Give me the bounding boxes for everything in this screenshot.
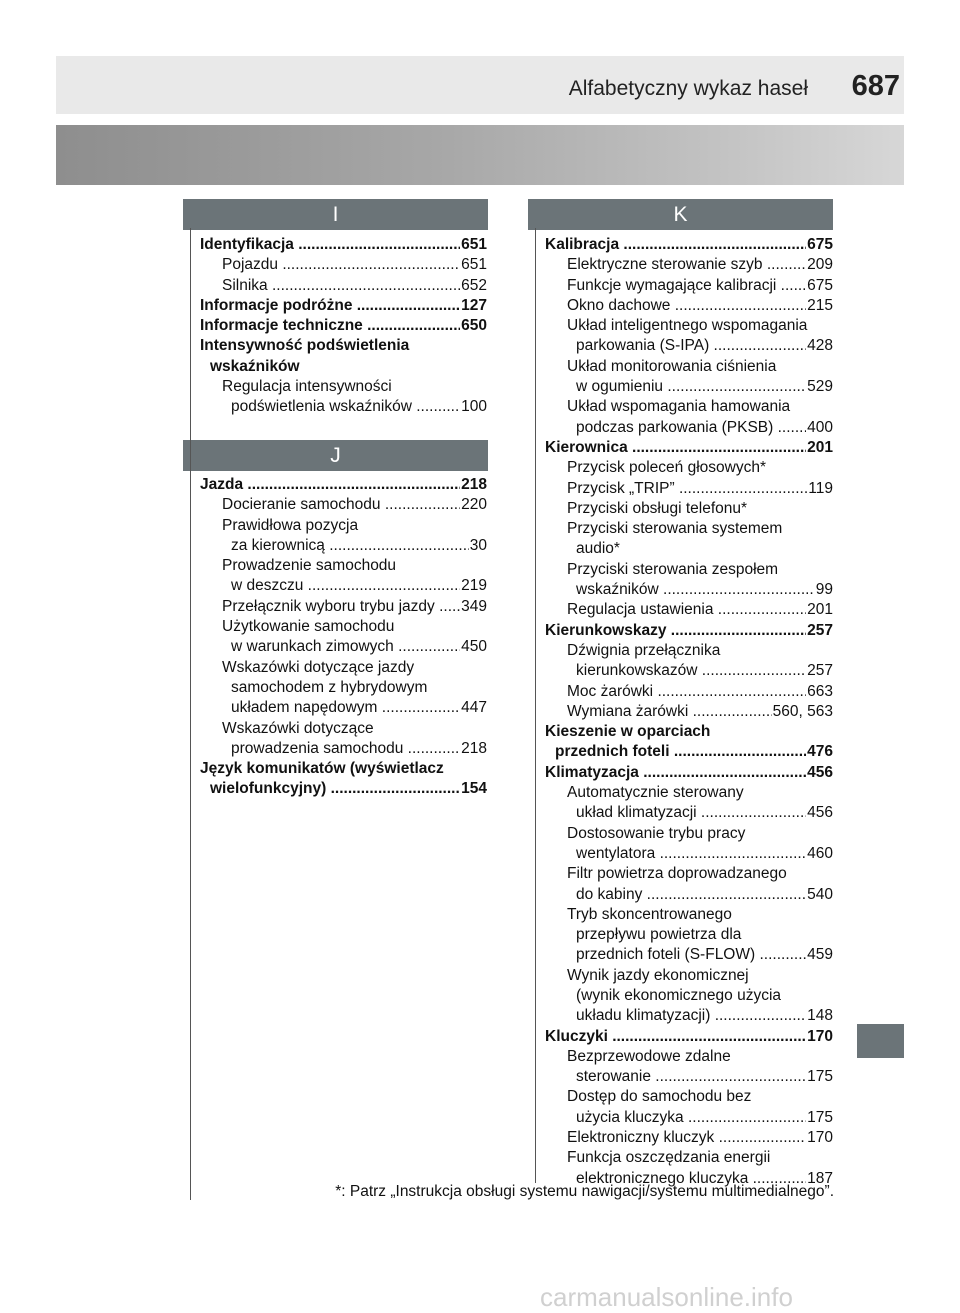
page-ref[interactable]: 456 bbox=[807, 763, 833, 781]
entry-label: Użytkowanie samochodu bbox=[222, 618, 395, 636]
index-subentry bbox=[545, 316, 833, 336]
index-subentry[interactable] bbox=[545, 479, 833, 499]
entry-label: w warunkach zimowych ..... bbox=[231, 637, 460, 657]
entry-label: Przycisk poleceń głosowych* bbox=[567, 459, 767, 477]
column-divider-right bbox=[535, 228, 536, 1183]
index-subentry bbox=[545, 986, 833, 1006]
index-subentry bbox=[200, 556, 487, 576]
page-ref[interactable]: 257 bbox=[807, 662, 833, 680]
index-subentry[interactable] bbox=[545, 885, 833, 905]
page-ref[interactable]: 456 bbox=[807, 804, 833, 822]
chapter-banner bbox=[56, 125, 904, 185]
entry-label: Przyciski obsługi telefonu* bbox=[567, 499, 748, 517]
index-subentry bbox=[545, 499, 833, 519]
index-subentry[interactable] bbox=[545, 844, 833, 864]
index-subentry bbox=[200, 719, 487, 739]
entry-label: użycia kluczyka ..... bbox=[576, 1108, 806, 1128]
index-subentry bbox=[545, 824, 833, 844]
entry-label: za kierownicą ..... bbox=[231, 536, 469, 556]
entry-label: Silnika ..... bbox=[222, 276, 460, 296]
index-subentry bbox=[200, 658, 487, 678]
entry-label: wskaźników ..... bbox=[576, 580, 815, 600]
index-entry bbox=[200, 336, 487, 356]
page-ref[interactable]: 201 bbox=[807, 601, 833, 619]
page-ref[interactable]: 218 bbox=[461, 739, 487, 757]
entry-label: Wynik jazdy ekonomicznej bbox=[567, 966, 749, 984]
entry-label: do kabiny ..... bbox=[576, 885, 806, 905]
index-subentry[interactable] bbox=[200, 495, 487, 515]
index-entry[interactable] bbox=[545, 438, 833, 458]
entry-label: parkowania (S-IPA) ..... bbox=[576, 336, 806, 356]
entry-label: Elektryczne sterowanie szyb ..... bbox=[567, 255, 806, 275]
index-subentry[interactable] bbox=[545, 803, 833, 823]
index-subentry bbox=[200, 617, 487, 637]
index-subentry bbox=[545, 539, 833, 559]
index-subentry[interactable] bbox=[545, 1067, 833, 1087]
page-ref[interactable]: 476 bbox=[807, 743, 833, 761]
index-subentry[interactable] bbox=[200, 536, 487, 556]
index-subentry[interactable] bbox=[545, 1128, 833, 1148]
watermark: carmanualsonline.info bbox=[540, 1282, 793, 1312]
page-ref[interactable]: 100 bbox=[461, 398, 487, 416]
index-subentry bbox=[200, 377, 487, 397]
page-ref[interactable]: 154 bbox=[461, 780, 487, 798]
page-ref[interactable]: 99 bbox=[815, 581, 833, 599]
index-subentry[interactable] bbox=[545, 418, 833, 438]
entry-label: Funkcja oszczędzania energii bbox=[567, 1149, 771, 1167]
page-ref[interactable]: 30 bbox=[469, 536, 487, 554]
index-subentry[interactable] bbox=[200, 739, 487, 759]
index-subentry bbox=[545, 1047, 833, 1067]
index-subentry[interactable] bbox=[545, 682, 833, 702]
entry-label: Informacje podróżne ..... bbox=[200, 296, 460, 316]
index-entry bbox=[545, 722, 833, 742]
index-subentry[interactable] bbox=[200, 576, 487, 596]
entry-label: Kierownica ..... bbox=[545, 438, 806, 458]
entry-label: Identyfikacja ..... bbox=[200, 235, 460, 255]
entry-label: Przełącznik wyboru trybu jazdy ..... bbox=[222, 597, 460, 617]
page-ref[interactable]: 187 bbox=[807, 1169, 833, 1187]
entry-label: Pojazdu ..... bbox=[222, 255, 460, 275]
page-ref[interactable]: 652 bbox=[461, 276, 487, 294]
index-subentry bbox=[545, 864, 833, 884]
index-subentry[interactable] bbox=[200, 397, 487, 417]
entry-label: Tryb skoncentrowanego bbox=[567, 905, 732, 923]
page-ref[interactable]: 220 bbox=[461, 496, 487, 514]
entry-label: Docieranie samochodu ..... bbox=[222, 495, 460, 515]
index-subentry[interactable] bbox=[545, 255, 833, 275]
entry-label: prowadzenia samochodu ..... bbox=[231, 739, 460, 759]
entry-label: Filtr powietrza doprowadzanego bbox=[567, 865, 787, 883]
page-ref[interactable]: 663 bbox=[807, 682, 833, 700]
entry-label: podczas parkowania (PKSB) ..... bbox=[576, 418, 806, 438]
entry-label: Układ wspomagania hamowania bbox=[567, 398, 791, 416]
entry-label: Funkcje wymagające kalibracji ..... bbox=[567, 276, 806, 296]
index-subentry[interactable] bbox=[545, 1006, 833, 1026]
page-ref[interactable]: 529 bbox=[807, 378, 833, 396]
entry-label: przednich foteli ..... bbox=[555, 742, 806, 762]
index-subentry[interactable] bbox=[545, 580, 833, 600]
page-ref[interactable]: 428 bbox=[807, 337, 833, 355]
index-subentry bbox=[545, 905, 833, 925]
entry-label: Wskazówki dotyczące jazdy bbox=[222, 658, 415, 676]
section-header-k: K bbox=[528, 199, 833, 230]
index-side-tab[interactable] bbox=[857, 1024, 904, 1058]
page-ref[interactable]: 450 bbox=[461, 638, 487, 656]
index-entry[interactable] bbox=[200, 779, 487, 799]
section-header-j: J bbox=[183, 440, 488, 471]
index-subentry bbox=[545, 519, 833, 539]
entry-label: Bezprzewodowe zdalne bbox=[567, 1047, 731, 1065]
page-ref[interactable]: 127 bbox=[461, 296, 487, 314]
page-ref[interactable]: 651 bbox=[461, 256, 487, 274]
entry-label: Kluczyki ..... bbox=[545, 1027, 806, 1047]
entry-label: Przyciski sterowania zespołem bbox=[567, 560, 779, 578]
index-subentry[interactable] bbox=[545, 702, 833, 722]
page-ref[interactable]: 400 bbox=[807, 418, 833, 436]
page-ref[interactable]: 349 bbox=[461, 597, 487, 615]
entry-label: przepływu powietrza dla bbox=[576, 926, 742, 944]
index-entry bbox=[200, 759, 487, 779]
index-subentry bbox=[545, 458, 833, 478]
entry-label: Intensywność podświetlenia bbox=[200, 337, 410, 355]
entry-label: Dostęp do samochodu bez bbox=[567, 1088, 752, 1106]
entry-label: Jazda ..... bbox=[200, 475, 460, 495]
entry-label: w ogumieniu ..... bbox=[576, 377, 806, 397]
entry-label: Dostosowanie trybu pracy bbox=[567, 824, 746, 842]
entry-label: w deszczu ..... bbox=[231, 576, 460, 596]
footnote: *: Patrz „Instrukcja obsługi systemu nawigacji/systemu multimedialnego”. bbox=[335, 1183, 834, 1200]
index-subentry[interactable] bbox=[545, 276, 833, 296]
page-ref[interactable]: 675 bbox=[807, 276, 833, 294]
index-entry bbox=[200, 357, 487, 377]
entry-label: Przycisk „TRIP” ..... bbox=[567, 479, 807, 499]
page-ref[interactable]: 540 bbox=[807, 885, 833, 903]
index-subentry[interactable] bbox=[545, 661, 833, 681]
index-subentry[interactable] bbox=[200, 698, 487, 718]
entry-label: Kierunkowskazy ..... bbox=[545, 621, 806, 641]
index-subentry bbox=[545, 966, 833, 986]
index-list-j bbox=[200, 475, 487, 800]
index-subentry bbox=[545, 925, 833, 945]
entry-label: (wynik ekonomicznego użycia bbox=[576, 986, 782, 1004]
entry-label: Elektroniczny kluczyk ..... bbox=[567, 1128, 806, 1148]
page-ref[interactable]: 209 bbox=[807, 256, 833, 274]
entry-label: wentylatora ..... bbox=[576, 844, 806, 864]
index-subentry bbox=[545, 397, 833, 417]
entry-label: Wymiana żarówki ..... bbox=[567, 702, 772, 722]
entry-label: Wskazówki dotyczące bbox=[222, 719, 374, 737]
entry-label: elektronicznego kluczyka ..... bbox=[576, 1169, 806, 1189]
index-subentry bbox=[545, 1087, 833, 1107]
entry-label: Układ inteligentnego wspomagania bbox=[567, 317, 808, 335]
entry-label: układem napędowym ..... bbox=[231, 698, 460, 718]
page-ref[interactable]: 119 bbox=[808, 479, 833, 497]
page-ref[interactable]: 215 bbox=[807, 296, 833, 314]
entry-label: Język komunikatów (wyświetlacz bbox=[200, 760, 444, 778]
entry-label: Moc żarówki ..... bbox=[567, 682, 806, 702]
column-divider-left bbox=[190, 228, 191, 1200]
entry-label: Informacje techniczne ..... bbox=[200, 316, 460, 336]
entry-label: audio* bbox=[576, 540, 620, 558]
page-ref[interactable]: 651 bbox=[461, 236, 487, 253]
page-ref[interactable]: 170 bbox=[807, 1129, 833, 1147]
page-ref[interactable]: 675 bbox=[807, 236, 833, 253]
entry-label: układu klimatyzacji) ..... bbox=[576, 1006, 806, 1026]
index-subentry[interactable] bbox=[545, 336, 833, 356]
entry-label: układ klimatyzacji ..... bbox=[576, 803, 806, 823]
entry-label: Klimatyzacja ..... bbox=[545, 763, 806, 783]
page-title: Alfabetyczny wykaz haseł bbox=[568, 77, 808, 100]
index-entry[interactable] bbox=[200, 235, 487, 255]
index-subentry[interactable] bbox=[545, 600, 833, 620]
index-subentry bbox=[545, 357, 833, 377]
index-subentry[interactable] bbox=[200, 637, 487, 657]
entry-label: Dźwignia przełącznika bbox=[567, 641, 721, 659]
entry-label: przednich foteli (S-FLOW) ..... bbox=[576, 945, 806, 965]
page-ref[interactable]: 201 bbox=[807, 438, 833, 456]
entry-label: Układ monitorowania ciśnienia bbox=[567, 357, 777, 375]
entry-label: Kieszenie w oparciach bbox=[545, 723, 711, 741]
page-ref[interactable]: 170 bbox=[807, 1027, 833, 1045]
page-ref[interactable]: 650 bbox=[461, 317, 487, 335]
index-entry[interactable] bbox=[200, 296, 487, 316]
page-ref[interactable]: 560, 563 bbox=[772, 702, 833, 720]
index-subentry[interactable] bbox=[545, 296, 833, 316]
index-subentry bbox=[545, 560, 833, 580]
page-ref[interactable]: 257 bbox=[807, 621, 833, 639]
entry-label: samochodem z hybrydowym bbox=[231, 678, 428, 696]
index-entry[interactable] bbox=[545, 1027, 833, 1047]
page-ref[interactable]: 460 bbox=[807, 844, 833, 862]
index-subentry bbox=[200, 516, 487, 536]
page-ref[interactable]: 175 bbox=[807, 1108, 833, 1126]
index-entry[interactable] bbox=[545, 621, 833, 641]
entry-label: Przyciski sterowania systemem bbox=[567, 520, 783, 538]
index-subentry bbox=[200, 678, 487, 698]
index-subentry bbox=[545, 783, 833, 803]
entry-label: Prawidłowa pozycja bbox=[222, 516, 359, 534]
entry-label: podświetlenia wskaźników ..... bbox=[231, 397, 460, 417]
index-entry[interactable] bbox=[545, 235, 833, 255]
index-subentry[interactable] bbox=[545, 1108, 833, 1128]
page-number: 687 bbox=[851, 70, 900, 102]
page-ref[interactable]: 218 bbox=[461, 476, 487, 493]
index-subentry[interactable] bbox=[200, 276, 487, 296]
entry-label: Kalibracja ..... bbox=[545, 235, 806, 255]
index-entry[interactable] bbox=[545, 763, 833, 783]
entry-label: wielofunkcyjny) ..... bbox=[210, 779, 460, 799]
entry-label: wskaźników bbox=[210, 357, 300, 375]
index-subentry[interactable] bbox=[200, 255, 487, 275]
entry-label: Prowadzenie samochodu bbox=[222, 557, 397, 575]
index-entry[interactable] bbox=[200, 475, 487, 495]
index-subentry[interactable] bbox=[200, 597, 487, 617]
index-subentry[interactable] bbox=[545, 945, 833, 965]
section-header-i: I bbox=[183, 199, 488, 230]
entry-label: Regulacja ustawienia ..... bbox=[567, 600, 806, 620]
entry-label: kierunkowskazów ..... bbox=[576, 661, 806, 681]
index-entry[interactable] bbox=[200, 316, 487, 336]
entry-label: Automatycznie sterowany bbox=[567, 784, 744, 802]
index-list-i bbox=[200, 235, 487, 418]
index-subentry bbox=[545, 641, 833, 661]
page-ref[interactable]: 148 bbox=[807, 1007, 833, 1025]
page-ref[interactable]: 219 bbox=[461, 577, 487, 595]
entry-label: Regulacja intensywności bbox=[222, 378, 392, 396]
page-ref[interactable]: 459 bbox=[807, 946, 833, 964]
index-list-k bbox=[545, 235, 833, 1189]
index-entry[interactable] bbox=[545, 742, 833, 762]
page-ref[interactable]: 175 bbox=[807, 1068, 833, 1086]
page-ref[interactable]: 447 bbox=[461, 699, 487, 717]
index-subentry bbox=[545, 1148, 833, 1168]
entry-label: sterowanie ..... bbox=[576, 1067, 806, 1087]
index-subentry[interactable] bbox=[545, 377, 833, 397]
entry-label: Okno dachowe ..... bbox=[567, 296, 806, 316]
